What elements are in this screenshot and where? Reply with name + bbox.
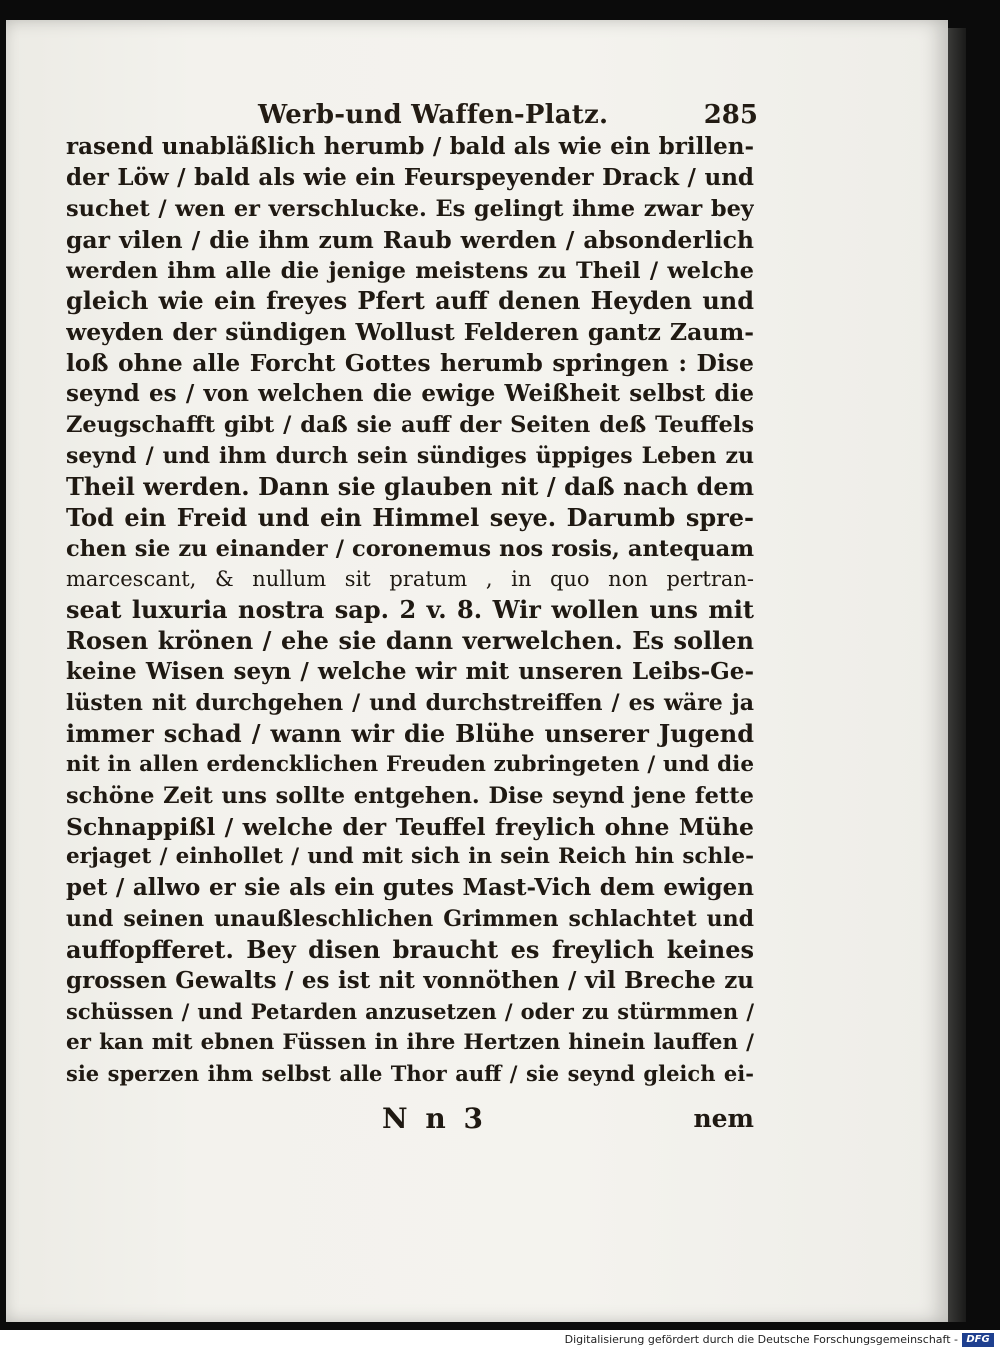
text-line: lüsten nit durchgehen / und durchstreiffen / es wäre ja <box>66 690 754 717</box>
text-line: schöne Zeit uns sollte entgehen. Dise seynd jene fette <box>66 782 754 809</box>
text-line: seat luxuria nostra sap. 2 v. 8. Wir wollen uns mit <box>66 595 754 625</box>
text-line: er kan mit ebnen Füssen in ihre Hertzen hinein lauffen / <box>66 1029 754 1055</box>
text-line: der Löw / bald als wie ein Feurspeyender Drack / und <box>66 163 754 191</box>
text-line-latin: marcescant, & nullum sit pratum , in quo non pertran- <box>66 567 754 592</box>
credit-text: Digitalisierung gefördert durch die Deutsche Forschungsgemeinschaft - <box>564 1333 958 1346</box>
signature-mark: N n 3 <box>382 1102 487 1135</box>
text-line: chen sie zu einander / coronemus nos rosis, antequam <box>66 535 754 562</box>
text-line: auffopfferet. Bey disen braucht es freylich keines <box>66 935 754 965</box>
text-line: werden ihm alle die jenige meistens zu Theil / welche <box>66 257 754 284</box>
dfg-logo-icon: DFG <box>962 1333 994 1347</box>
text-line: Zeugschafft gibt / daß sie auff der Seiten deß Teuffels <box>66 412 754 439</box>
body-text <box>66 132 754 1090</box>
text-line: schüssen / und Petarden anzusetzen / oder zu stürmmen / <box>66 998 754 1024</box>
text-line: erjaget / einhollet / und mit sich in sein Reich hin schle- <box>66 844 754 870</box>
running-title: Werb-und Waffen-Platz. <box>258 100 609 130</box>
text-line: keine Wisen seyn / welche wir mit unseren Leibs-Ge- <box>66 658 754 686</box>
text-line: nit in allen erdencklichen Freuden zubringeten / und die <box>66 751 754 777</box>
text-line: gleich wie ein freyes Pfert auff denen Heyden und <box>66 286 754 316</box>
catchword: nem <box>693 1104 754 1133</box>
text-line: suchet / wen er verschlucke. Es gelingt ihme zwar bey <box>66 195 754 222</box>
text-line: Tod ein Freid und ein Himmel seye. Darumb spre- <box>66 502 754 532</box>
credit-bar <box>0 1330 1000 1350</box>
text-line: Schnappißl / welche der Teuffel freylich ohne Mühe <box>66 812 754 841</box>
page-footer <box>66 1098 754 1138</box>
text-line: weyden der sündigen Wollust Felderen gantz Zaum- <box>66 318 754 347</box>
page-edge <box>948 28 966 1322</box>
text-line: grossen Gewalts / es ist nit vonnöthen / vil Breche zu <box>66 967 754 995</box>
text-line: seynd / und ihm durch sein sündiges üppiges Leben zu <box>66 442 754 469</box>
text-line: seynd es / von welchen die ewige Weißheit selbst die <box>66 380 754 408</box>
page-number: 285 <box>703 100 758 130</box>
text-line: gar vilen / die ihm zum Raub werden / absonderlich <box>66 225 754 254</box>
text-line: loß ohne alle Forcht Gottes herumb springen : Dise <box>66 349 754 378</box>
text-line: rasend unabläßlich herumb / bald als wie ein brillen- <box>66 133 754 160</box>
text-line: Theil werden. Dann sie glauben nit / daß nach dem <box>66 471 754 501</box>
text-line: pet / allwo er sie als ein gutes Mast-Vich dem ewigen <box>66 874 754 902</box>
text-line: und seinen unaußleschlichen Grimmen schlachtet und <box>66 906 754 933</box>
text-line: immer schad / wann wir die Blühe unserer Jugend <box>66 718 754 748</box>
text-line: sie sperzen ihm selbst alle Thor auff / sie seynd gleich ei- <box>66 1060 754 1086</box>
text-line: Rosen krönen / ehe sie dann verwelchen. Es sollen <box>66 626 754 656</box>
